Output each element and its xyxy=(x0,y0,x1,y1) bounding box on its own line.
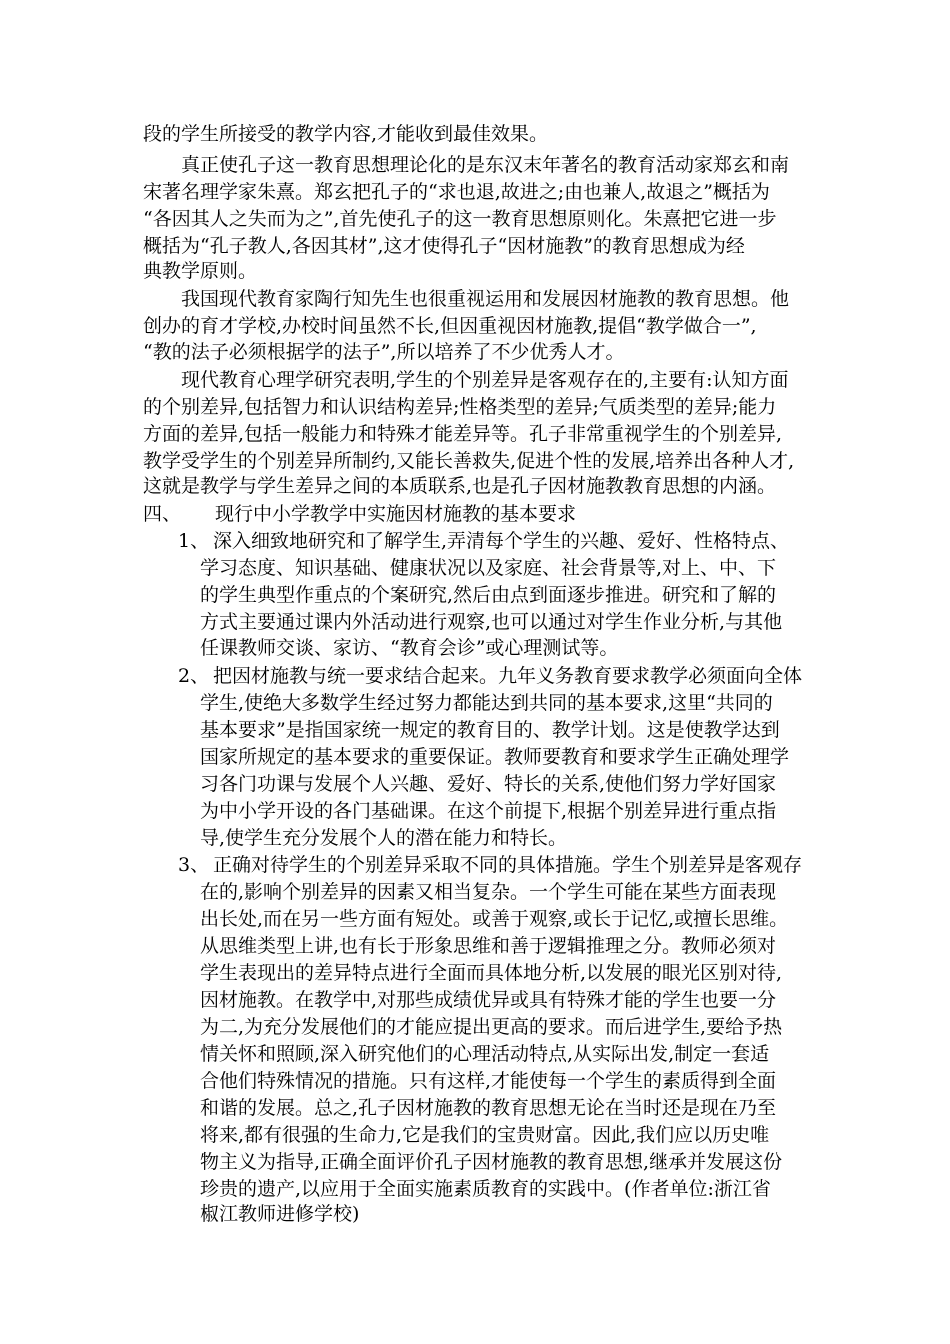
text-line: 真正使孔子这一教育思想理论化的是东汉末年著名的教育活动家郑玄和南 xyxy=(181,154,790,176)
text-line: 基本要求”是指国家统一规定的教育目的、教学计划。这是使教学达到 xyxy=(200,719,780,741)
text-line: 把因材施教与统一要求结合起来。九年义务教育要求教学必须面向全体 xyxy=(213,665,803,687)
text-line: 出长处,而在另一些方面有短处。或善于观察,或长于记忆,或擅长思维。 xyxy=(200,908,789,930)
text-line: 我国现代教育家陶行知先生也很重视运用和发展因材施教的教育思想。他 xyxy=(181,288,790,310)
list-item-number: 3、 xyxy=(178,854,210,876)
text-line: 学习态度、知识基础、健康状况以及家庭、社会背景等,对上、中、下 xyxy=(200,557,777,579)
text-line: 为二,为充分发展他们的才能应提出更高的要求。而后进学生,要给予热 xyxy=(200,1016,783,1038)
text-line: 方面的差异,包括一般能力和特殊才能差异等。孔子非常重视学生的个别差异, xyxy=(143,423,783,445)
text-line: 在的,影响个别差异的因素又相当复杂。一个学生可能在某些方面表现 xyxy=(200,881,777,903)
text-line: 现代教育心理学研究表明,学生的个别差异是客观存在的,主要有:认知方面 xyxy=(181,369,789,391)
text-line: 习各门功课与发展个人兴趣、爱好、特长的关系,使他们努力学好国家 xyxy=(200,773,777,795)
text-line: 方式主要通过课内外活动进行观察,也可以通过对学生作业分析,与其他 xyxy=(200,611,783,633)
text-line: 学生,使绝大多数学生经过努力都能达到共同的基本要求,这里“共同的 xyxy=(200,692,773,714)
text-line: “教的法子必须根据学的法子”,所以培养了不少优秀人才。 xyxy=(143,341,625,363)
section-number: 四、 xyxy=(143,503,182,525)
text-line: 国家所规定的基本要求的重要保证。教师要教育和要求学生正确处理学 xyxy=(200,746,790,768)
text-line: 物主义为指导,正确全面评价孔子因材施教的教育思想,继承并发展这份 xyxy=(200,1151,783,1173)
list-item-number: 2、 xyxy=(178,665,210,687)
text-line: 椒江教师进修学校) xyxy=(200,1203,360,1225)
text-line: 情关怀和照顾,深入研究他们的心理活动特点,从实际出发,制定一套适 xyxy=(200,1043,770,1065)
text-line: 概括为“孔子教人,各因其材”,这才使得孔子“因材施教”的教育思想成为经 xyxy=(143,235,745,257)
text-line: 导,使学生充分发展个人的潜在能力和特长。 xyxy=(200,827,568,849)
text-line: 合他们特殊情况的措施。只有这样,才能使每一个学生的素质得到全面 xyxy=(200,1070,777,1092)
text-line: 段的学生所接受的教学内容,才能收到最佳效果。 xyxy=(143,123,549,145)
text-line: 教学受学生的个别差异所制约,又能长善救失,促进个性的发展,培养出各种人才, xyxy=(143,450,795,472)
text-line: 深入细致地研究和了解学生,弄清每个学生的兴趣、爱好、性格特点、 xyxy=(213,530,790,552)
text-line: 从思维类型上讲,也有长于形象思维和善于逻辑推理之分。教师必须对 xyxy=(200,935,777,957)
text-line: 因材施教。在教学中,对那些成绩优异或具有特殊才能的学生也要一分 xyxy=(200,989,777,1011)
text-line: 任课教师交谈、家访、“教育会诊”或心理测试等。 xyxy=(200,637,619,659)
text-line: 学生表现出的差异特点进行全面而具体地分析,以发展的眼光区别对待, xyxy=(200,962,783,984)
section-title: 现行中小学教学中实施因材施教的基本要求 xyxy=(215,503,577,525)
list-item-number: 1、 xyxy=(178,530,210,552)
text-line: 和谐的发展。总之,孔子因材施教的教育思想无论在当时还是现在乃至 xyxy=(200,1097,777,1119)
text-line: “各因其人之失而为之”,首先使孔子的这一教育思想原则化。朱熹把它进一步 xyxy=(143,208,777,230)
text-line: 正确对待学生的个别差异采取不同的具体措施。学生个别差异是客观存 xyxy=(213,854,803,876)
text-line: 珍贵的遗产,以应用于全面实施素质教育的实践中。(作者单位:浙江省 xyxy=(200,1178,771,1200)
text-line: 宋著名理学家朱熹。郑玄把孔子的“求也退,故进之;由也兼人,故退之”概括为 xyxy=(143,181,770,203)
text-line: 这就是教学与学生差异之间的本质联系,也是孔子因材施教教育思想的内涵。 xyxy=(143,475,777,497)
text-line: 为中小学开设的各门基础课。在这个前提下,根据个别差异进行重点指 xyxy=(200,800,777,822)
text-line: 将来,都有很强的生命力,它是我们的宝贵财富。因此,我们应以历史唯 xyxy=(200,1124,770,1146)
text-line: 的学生典型作重点的个案研究,然后由点到面逐步推进。研究和了解的 xyxy=(200,584,777,606)
text-line: 典教学原则。 xyxy=(143,260,258,282)
text-line: 创办的育才学校,办校时间虽然不长,但因重视因材施教,提倡“教学做合一”, xyxy=(143,315,757,337)
text-line: 的个别差异,包括智力和认识结构差异;性格类型的差异;气质类型的差异;能力 xyxy=(143,396,777,418)
